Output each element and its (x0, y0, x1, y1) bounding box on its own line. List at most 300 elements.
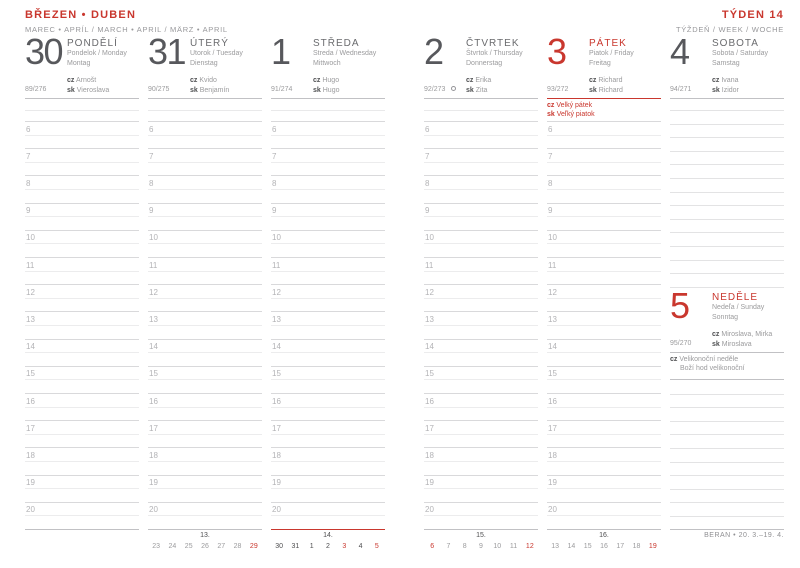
hour-label: 13 (425, 314, 434, 324)
day-name-sk-en: Pondelok / Monday (67, 50, 127, 57)
hour-label: 19 (272, 478, 281, 488)
half-hour-line (25, 271, 139, 272)
day-number: 3 (547, 31, 566, 72)
hour-line (547, 121, 661, 122)
hour-line (148, 230, 262, 231)
hour-grid (148, 121, 262, 529)
day-names (589, 38, 661, 68)
minical-date: 8 (462, 543, 467, 550)
hour-line (148, 175, 262, 176)
minical-date: 14 (567, 543, 576, 550)
hour-line (25, 257, 139, 258)
hour-label: 10 (149, 233, 158, 243)
nameday-sk: sk Benjamín (190, 86, 230, 94)
rule-line (670, 475, 784, 476)
minical-date: 12 (525, 543, 534, 550)
day-name-de: Samstag (712, 59, 740, 67)
hour-label: 17 (272, 423, 281, 433)
namedays (67, 76, 109, 95)
hour-label: 6 (26, 124, 31, 134)
minical-date: 13 (551, 543, 560, 550)
half-hour-line (148, 515, 262, 516)
day-name-sk-en: Utorok / Tuesday (190, 50, 243, 57)
half-hour-line (25, 325, 139, 326)
note-line (148, 110, 262, 111)
nameday-sk: sk Vieroslava (67, 86, 110, 94)
note-line (25, 110, 139, 111)
nameday-cz: cz Kvido (190, 77, 217, 84)
hour-label: 19 (425, 478, 434, 488)
hour-label: 16 (149, 396, 158, 406)
hour-label: 14 (149, 342, 158, 352)
hour-label: 10 (26, 233, 35, 243)
hour-label: 6 (425, 124, 430, 134)
hour-label: 18 (425, 450, 434, 460)
day-name-de: Dienstag (190, 59, 218, 67)
half-hour-line (424, 298, 538, 299)
hour-line (148, 366, 262, 367)
minical-date: 11 (509, 543, 518, 550)
hour-grid (25, 121, 139, 529)
hour-label: 13 (26, 314, 35, 324)
hour-line (25, 175, 139, 176)
half-hour-line (25, 216, 139, 217)
half-hour-line (547, 515, 661, 516)
day-name-de: Sonntag (712, 313, 739, 321)
minical-date: 7 (446, 543, 451, 550)
hour-line (424, 284, 538, 285)
column-end-line (148, 529, 262, 530)
half-hour-line (271, 515, 385, 516)
day-of-year: 90/275 (148, 85, 170, 93)
hour-line (148, 257, 262, 258)
day-name-primary: NEDĚLE (712, 292, 759, 303)
day-number: 2 (424, 31, 443, 72)
day-name-primary: ČTVRTEK (466, 38, 520, 49)
minical-date: 26 (201, 543, 209, 550)
half-hour-line (148, 162, 262, 163)
half-hour-line (547, 216, 661, 217)
nameday-cz: cz Ivana (712, 77, 739, 84)
hour-line (148, 339, 262, 340)
namedays (190, 76, 229, 95)
header-divider (424, 98, 538, 99)
minical-date: 29 (249, 543, 258, 550)
hour-line (547, 230, 661, 231)
minical-date: 17 (616, 543, 625, 550)
hour-line (25, 148, 139, 149)
holiday-line2: Boží hod velikonoční (680, 365, 745, 372)
hour-line (547, 475, 661, 476)
half-hour-line (547, 407, 661, 408)
column-end-line (547, 529, 661, 530)
hour-line (424, 148, 538, 149)
hour-label: 20 (272, 505, 281, 515)
half-hour-line (25, 379, 139, 380)
hour-label: 17 (26, 423, 35, 433)
half-hour-line (271, 434, 385, 435)
hour-label: 7 (26, 151, 31, 161)
day-names (67, 38, 139, 68)
half-hour-line (25, 515, 139, 516)
hour-line (424, 475, 538, 476)
half-hour-line (271, 135, 385, 136)
hour-label: 8 (26, 178, 31, 188)
hour-label: 7 (425, 151, 430, 161)
hour-label: 11 (425, 260, 434, 270)
hour-line (271, 175, 385, 176)
hour-line (547, 447, 661, 448)
half-hour-line (547, 189, 661, 190)
day-column-tuesday (148, 31, 262, 550)
rule-line (670, 516, 784, 517)
hour-label: 15 (149, 369, 158, 379)
half-hour-line (547, 379, 661, 380)
week-dates (547, 543, 661, 550)
hour-label: 6 (272, 124, 277, 134)
hour-label: 16 (26, 396, 35, 406)
hour-label: 14 (272, 342, 281, 352)
half-hour-line (424, 434, 538, 435)
minical-date: 30 (275, 543, 284, 550)
hour-line (424, 502, 538, 503)
half-hour-line (424, 325, 538, 326)
header-divider-holiday (547, 98, 661, 99)
note-lines-sunday (670, 38, 784, 550)
hour-line (148, 447, 262, 448)
day-names (466, 38, 538, 68)
hour-label: 14 (425, 342, 434, 352)
column-end-line (25, 529, 139, 530)
hour-label: 18 (548, 450, 557, 460)
half-hour-line (424, 135, 538, 136)
hour-line (547, 175, 661, 176)
half-hour-line (148, 325, 262, 326)
hour-label: 17 (425, 423, 434, 433)
hour-label: 9 (425, 206, 430, 216)
hour-line (148, 121, 262, 122)
half-hour-line (25, 162, 139, 163)
minical-date: 24 (168, 543, 177, 550)
hour-line (424, 447, 538, 448)
hour-label: 17 (149, 423, 158, 433)
hour-line (271, 420, 385, 421)
hour-line (25, 311, 139, 312)
hour-line (25, 475, 139, 476)
day-column-monday (25, 31, 139, 550)
hour-label: 12 (425, 287, 434, 297)
hour-label: 10 (425, 233, 434, 243)
half-hour-line (148, 135, 262, 136)
hour-line (547, 502, 661, 503)
minical-date: 31 (291, 543, 300, 550)
day-name-sk-en: Sobota / Saturday (712, 50, 769, 57)
half-hour-line (148, 434, 262, 435)
hour-line (148, 203, 262, 204)
day-number: 1 (271, 31, 290, 72)
day-name-primary: PONDĚLÍ (67, 38, 118, 49)
holiday-cz: cz Velikonoční neděle (670, 356, 739, 363)
week-dates (148, 543, 262, 550)
hour-label: 12 (26, 287, 35, 297)
week-number: 15. (476, 532, 486, 539)
hour-line (547, 366, 661, 367)
half-hour-line (271, 298, 385, 299)
hour-label: 6 (548, 124, 553, 134)
half-hour-line (25, 461, 139, 462)
day-column-wednesday (271, 31, 385, 550)
namedays (589, 76, 623, 95)
day-of-year: 95/270 (670, 339, 692, 347)
week-number: 16. (599, 532, 609, 539)
half-hour-line (547, 434, 661, 435)
mini-week-calendar (424, 532, 538, 550)
hour-line (271, 475, 385, 476)
hour-line (148, 393, 262, 394)
column-end-line (424, 529, 538, 530)
hour-label: 15 (26, 369, 35, 379)
hour-grid (547, 121, 661, 529)
hour-label: 11 (272, 260, 281, 270)
half-hour-line (25, 352, 139, 353)
hour-label: 7 (548, 151, 553, 161)
hour-label: 11 (149, 260, 158, 270)
hour-line (547, 148, 661, 149)
day-number: 4 (670, 31, 689, 72)
hour-label: 20 (548, 505, 557, 515)
half-hour-line (547, 135, 661, 136)
half-hour-line (271, 189, 385, 190)
half-hour-line (271, 461, 385, 462)
hour-line (547, 203, 661, 204)
note-line (424, 110, 538, 111)
hour-line (424, 175, 538, 176)
half-hour-line (424, 379, 538, 380)
minical-date: 25 (184, 543, 193, 550)
half-hour-line (424, 488, 538, 489)
hour-label: 19 (26, 478, 35, 488)
hour-line (271, 121, 385, 122)
hour-label: 18 (149, 450, 158, 460)
half-hour-line (271, 162, 385, 163)
hour-line (271, 502, 385, 503)
day-name-primary: SOBOTA (712, 38, 759, 49)
half-hour-line (148, 298, 262, 299)
day-name-primary: STŘEDA (313, 38, 360, 49)
column-end-line-current-week (271, 529, 385, 530)
half-hour-line (547, 162, 661, 163)
holiday-cz: cz Velký pátek (547, 101, 593, 109)
hour-label: 10 (548, 233, 557, 243)
half-hour-line (547, 352, 661, 353)
rule-line (670, 421, 784, 422)
half-hour-line (25, 298, 139, 299)
day-column-thursday (424, 31, 538, 550)
half-hour-line (271, 352, 385, 353)
hour-line (25, 284, 139, 285)
minical-date: 23 (152, 543, 161, 550)
minical-date: 9 (479, 543, 483, 550)
rule-line (670, 489, 784, 490)
week-header (676, 9, 784, 34)
hour-label: 15 (425, 369, 434, 379)
hour-line (271, 366, 385, 367)
half-hour-line (271, 379, 385, 380)
hour-line (424, 311, 538, 312)
week-number: 13. (200, 532, 210, 539)
week-title: TÝDEN 14 (721, 9, 784, 21)
hour-label: 18 (272, 450, 281, 460)
nameday-sk: sk Hugo (313, 86, 340, 94)
hour-line (271, 148, 385, 149)
day-of-year: 94/271 (670, 85, 692, 93)
minical-date: 28 (233, 543, 242, 550)
week-dates (424, 543, 538, 550)
holiday-note (547, 101, 595, 120)
hour-grid (424, 121, 538, 529)
half-hour-line (424, 162, 538, 163)
hour-label: 13 (272, 314, 281, 324)
note-line (271, 110, 385, 111)
hour-line (271, 311, 385, 312)
minical-date: 1 (309, 543, 314, 550)
half-hour-line (424, 461, 538, 462)
hour-line (148, 148, 262, 149)
mini-week-calendar (271, 532, 385, 550)
hour-line (148, 284, 262, 285)
hour-label: 8 (272, 178, 277, 188)
day-of-year: 89/276 (25, 85, 47, 93)
hour-line (271, 203, 385, 204)
hour-label: 9 (548, 206, 553, 216)
mini-week-calendar (547, 532, 661, 550)
hour-line (547, 420, 661, 421)
hour-line (25, 502, 139, 503)
rule-line (670, 434, 784, 435)
day-name-sk-en: Streda / Wednesday (313, 50, 377, 57)
day-names (190, 38, 262, 68)
hour-grid (271, 121, 385, 529)
half-hour-line (547, 461, 661, 462)
half-hour-line (424, 189, 538, 190)
hour-line (25, 339, 139, 340)
half-hour-line (547, 271, 661, 272)
half-hour-line (148, 488, 262, 489)
hour-line (148, 502, 262, 503)
half-hour-line (148, 216, 262, 217)
day-name-primary: ÚTERÝ (190, 38, 229, 49)
hour-line (271, 230, 385, 231)
hour-label: 8 (149, 178, 154, 188)
nameday-sk: sk Zita (466, 86, 488, 94)
minical-date: 16 (600, 543, 608, 550)
hour-label: 9 (272, 206, 277, 216)
day-name-de: Donnerstag (466, 59, 503, 67)
hour-line (424, 203, 538, 204)
nameday-sk: sk Miroslava (712, 340, 752, 348)
half-hour-line (25, 407, 139, 408)
hour-label: 6 (149, 124, 154, 134)
minical-date: 15 (583, 543, 592, 550)
hour-line (424, 393, 538, 394)
half-hour-line (424, 407, 538, 408)
rule-line (670, 448, 784, 449)
week-number: 14. (323, 532, 333, 539)
nameday-cz: cz Erika (466, 77, 492, 84)
minical-date: 10 (493, 543, 502, 550)
hour-line (424, 420, 538, 421)
hour-label: 9 (149, 206, 154, 216)
header-divider (25, 98, 139, 99)
hour-line (424, 257, 538, 258)
half-hour-line (148, 352, 262, 353)
hour-line (271, 393, 385, 394)
hour-label: 20 (149, 505, 158, 515)
half-hour-line (148, 271, 262, 272)
hour-line (25, 366, 139, 367)
hour-line (424, 121, 538, 122)
hour-label: 18 (26, 450, 35, 460)
hour-label: 15 (548, 369, 557, 379)
zodiac-label: BERAN • 20. 3.–19. 4. (704, 532, 784, 539)
hour-line (25, 121, 139, 122)
week-dates (271, 543, 385, 550)
half-hour-line (148, 407, 262, 408)
hour-label: 11 (26, 260, 35, 270)
hour-label: 20 (425, 505, 434, 515)
hour-line (424, 339, 538, 340)
hour-label: 12 (548, 287, 557, 297)
rule-line (670, 394, 784, 395)
half-hour-line (271, 325, 385, 326)
half-hour-line (148, 189, 262, 190)
hour-line (547, 257, 661, 258)
hour-line (25, 393, 139, 394)
minical-date: 27 (217, 543, 226, 550)
half-hour-line (547, 325, 661, 326)
half-hour-line (547, 488, 661, 489)
hour-line (271, 257, 385, 258)
half-hour-line (271, 488, 385, 489)
day-number: 31 (148, 31, 186, 72)
half-hour-line (148, 379, 262, 380)
hour-label: 16 (548, 396, 557, 406)
day-name-primary: PÁTEK (589, 38, 627, 49)
half-hour-line (25, 488, 139, 489)
half-hour-line (424, 243, 538, 244)
hour-label: 19 (149, 478, 158, 488)
namedays (313, 76, 339, 95)
full-moon-icon (451, 86, 456, 91)
half-hour-line (424, 216, 538, 217)
hour-line (547, 339, 661, 340)
column-end-line (670, 529, 784, 530)
day-of-year: 93/272 (547, 85, 569, 93)
hour-label: 11 (548, 260, 557, 270)
day-name-sk-en: Piatok / Friday (589, 50, 634, 57)
hour-label: 10 (272, 233, 281, 243)
hour-label: 7 (272, 151, 277, 161)
hour-line (25, 447, 139, 448)
hour-label: 19 (548, 478, 557, 488)
hour-label: 20 (26, 505, 35, 515)
half-hour-line (271, 243, 385, 244)
hour-label: 12 (272, 287, 281, 297)
hour-line (148, 311, 262, 312)
half-hour-line (25, 135, 139, 136)
month-title: BŘEZEN • DUBEN (25, 9, 137, 21)
hour-line (25, 203, 139, 204)
